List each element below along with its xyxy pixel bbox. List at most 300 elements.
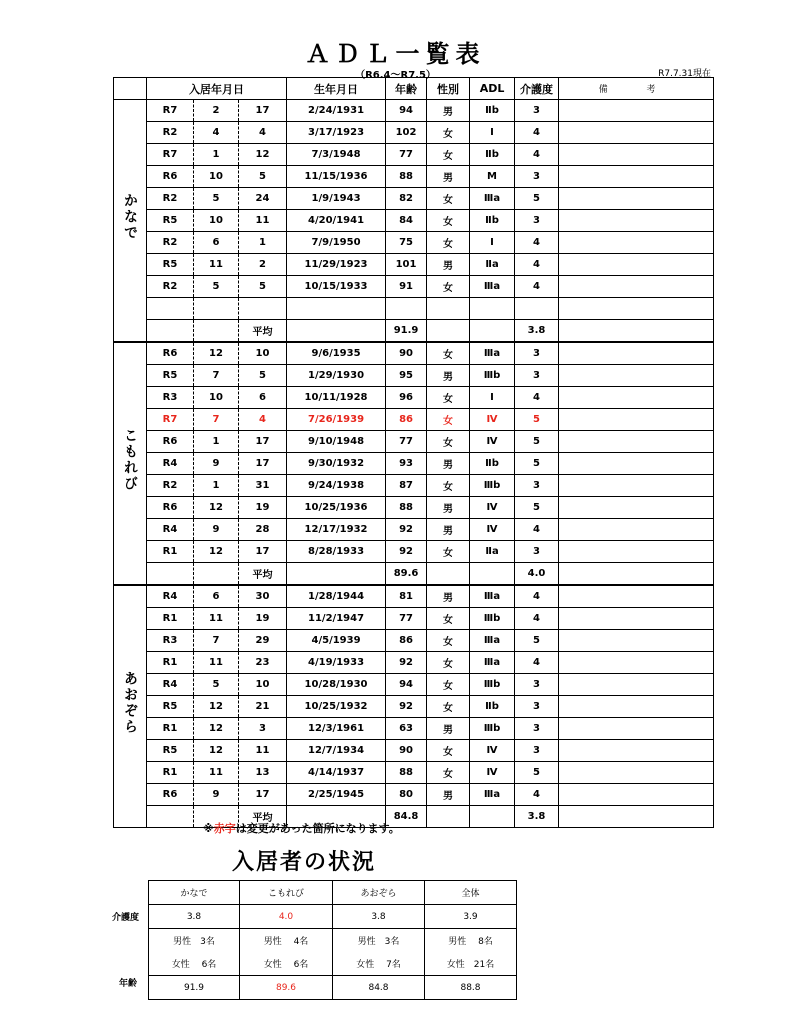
summary-female-cell: 女性 6名 — [149, 952, 240, 976]
day-cell: 10 — [239, 342, 287, 365]
age-cell: 101 — [386, 254, 427, 276]
summary-table — [148, 880, 517, 1000]
day-cell: 4 — [239, 122, 287, 144]
sex-cell: 女 — [427, 144, 470, 166]
birth-cell: 9/6/1935 — [287, 342, 386, 365]
adl-cell: Ⅰ — [470, 122, 515, 144]
month-cell: 9 — [194, 784, 239, 806]
sex-cell: 女 — [427, 387, 470, 409]
age-cell: 63 — [386, 718, 427, 740]
era-cell: R2 — [147, 276, 194, 298]
summary-kaigo-cell: 3.8 — [149, 905, 240, 929]
note-cell — [559, 652, 714, 674]
table-row — [114, 497, 714, 519]
era-cell: R4 — [147, 453, 194, 475]
table-row — [114, 298, 714, 320]
summary-female-cell: 女性 7名 — [333, 952, 425, 976]
sex-cell: 男 — [427, 166, 470, 188]
sex-cell: 男 — [427, 718, 470, 740]
sex-cell: 男 — [427, 254, 470, 276]
age-cell: 94 — [386, 100, 427, 122]
empty-cell — [427, 320, 470, 343]
birth-cell: 9/30/1932 — [287, 453, 386, 475]
birth-cell: 12/17/1932 — [287, 519, 386, 541]
note-cell — [559, 122, 714, 144]
summary-female-cell: 女性 21名 — [425, 952, 517, 976]
month-cell: 11 — [194, 762, 239, 784]
age-cell: 86 — [386, 409, 427, 431]
note-cell — [559, 718, 714, 740]
day-cell: 21 — [239, 696, 287, 718]
summary-kaigo-cell: 3.9 — [425, 905, 517, 929]
empty-cell — [559, 563, 714, 586]
month-cell: 9 — [194, 519, 239, 541]
note-cell — [559, 100, 714, 122]
age-cell: 77 — [386, 431, 427, 453]
day-cell: 11 — [239, 740, 287, 762]
summary-row — [149, 929, 517, 953]
summary-kaigo-cell: 3.8 — [333, 905, 425, 929]
unit-name-text: あおぞら — [122, 671, 138, 735]
kaigo-cell: 4 — [515, 122, 559, 144]
birth-cell: 11/15/1936 — [287, 166, 386, 188]
empty-cell — [287, 320, 386, 343]
kaigo-cell — [515, 298, 559, 320]
note-cell — [559, 608, 714, 630]
age-cell: 90 — [386, 740, 427, 762]
era-cell: R6 — [147, 166, 194, 188]
day-cell: 17 — [239, 100, 287, 122]
kaigo-cell: 5 — [515, 453, 559, 475]
sex-cell: 女 — [427, 122, 470, 144]
era-cell: R1 — [147, 718, 194, 740]
note-cell — [559, 144, 714, 166]
adl-cell: Ⅱb — [470, 453, 515, 475]
birth-cell: 4/19/1933 — [287, 652, 386, 674]
era-cell: R6 — [147, 497, 194, 519]
average-age: 91.9 — [386, 320, 427, 343]
adl-cell: Ⅲb — [470, 475, 515, 497]
day-cell: 29 — [239, 630, 287, 652]
birth-cell: 11/29/1923 — [287, 254, 386, 276]
empty-cell — [559, 806, 714, 828]
era-cell: R5 — [147, 210, 194, 232]
sex-cell: 男 — [427, 585, 470, 608]
age-cell: 93 — [386, 453, 427, 475]
average-kaigo: 3.8 — [515, 320, 559, 343]
sex-cell: 女 — [427, 431, 470, 453]
day-cell — [239, 298, 287, 320]
sex-cell: 男 — [427, 453, 470, 475]
note-cell — [559, 585, 714, 608]
day-cell: 1 — [239, 232, 287, 254]
era-cell: R5 — [147, 365, 194, 387]
summary-column-header: 全体 — [425, 881, 517, 905]
era-cell: R1 — [147, 652, 194, 674]
average-age: 84.8 — [386, 806, 427, 828]
month-cell: 2 — [194, 100, 239, 122]
table-row — [114, 144, 714, 166]
table-row — [114, 342, 714, 365]
age-cell: 88 — [386, 762, 427, 784]
summary-row — [149, 905, 517, 929]
note-cell — [559, 210, 714, 232]
table-row — [114, 166, 714, 188]
average-age: 89.6 — [386, 563, 427, 586]
table-row — [114, 541, 714, 563]
note-header: 備 考 — [559, 78, 714, 100]
era-cell: R6 — [147, 784, 194, 806]
birth-cell: 8/28/1933 — [287, 541, 386, 563]
era-cell: R1 — [147, 541, 194, 563]
empty-cell — [427, 806, 470, 828]
age-cell: 96 — [386, 387, 427, 409]
kaigo-cell: 4 — [515, 232, 559, 254]
adl-cell: Ⅱb — [470, 210, 515, 232]
sex-cell: 女 — [427, 188, 470, 210]
adl-cell: Ⅲa — [470, 276, 515, 298]
average-label: 平均 — [239, 806, 287, 828]
month-cell: 1 — [194, 144, 239, 166]
table-row — [114, 696, 714, 718]
note-cell — [559, 784, 714, 806]
summary-column-header: こもれび — [240, 881, 333, 905]
kaigo-cell: 4 — [515, 519, 559, 541]
month-cell: 7 — [194, 630, 239, 652]
table-row — [114, 784, 714, 806]
note-prefix: ※ — [203, 822, 214, 835]
sex-cell: 女 — [427, 475, 470, 497]
note-cell — [559, 276, 714, 298]
day-cell: 5 — [239, 166, 287, 188]
kaigo-cell: 4 — [515, 276, 559, 298]
adl-cell: Ⅳ — [470, 519, 515, 541]
note-cell — [559, 188, 714, 210]
month-cell: 7 — [194, 365, 239, 387]
note-cell — [559, 409, 714, 431]
month-cell: 9 — [194, 453, 239, 475]
kaigo-cell: 4 — [515, 585, 559, 608]
sex-cell: 男 — [427, 100, 470, 122]
table-row — [114, 453, 714, 475]
age-cell: 92 — [386, 519, 427, 541]
day-cell: 6 — [239, 387, 287, 409]
adl-cell: Ⅱa — [470, 254, 515, 276]
month-cell: 7 — [194, 409, 239, 431]
month-cell: 12 — [194, 342, 239, 365]
era-cell: R4 — [147, 674, 194, 696]
kaigo-cell: 3 — [515, 475, 559, 497]
note-cell — [559, 298, 714, 320]
day-cell: 5 — [239, 276, 287, 298]
adl-cell: Ⅲa — [470, 585, 515, 608]
adl-cell: Ⅳ — [470, 740, 515, 762]
kaigo-cell: 4 — [515, 652, 559, 674]
era-cell: R5 — [147, 254, 194, 276]
age-cell: 84 — [386, 210, 427, 232]
birth-cell: 4/20/1941 — [287, 210, 386, 232]
day-cell: 11 — [239, 210, 287, 232]
sex-cell: 男 — [427, 497, 470, 519]
era-cell: R6 — [147, 342, 194, 365]
empty-cell — [147, 320, 194, 343]
age-cell: 87 — [386, 475, 427, 497]
page-title: ＡＤＬ一覧表 — [305, 40, 486, 68]
empty-cell — [194, 563, 239, 586]
era-cell: R7 — [147, 100, 194, 122]
month-cell: 5 — [194, 674, 239, 696]
unit-name — [114, 585, 147, 828]
month-cell: 12 — [194, 696, 239, 718]
era-cell: R7 — [147, 144, 194, 166]
era-cell: R6 — [147, 431, 194, 453]
sex-cell — [427, 298, 470, 320]
adl-cell: Ⅲb — [470, 365, 515, 387]
kaigo-cell: 5 — [515, 431, 559, 453]
kaigo-cell: 5 — [515, 188, 559, 210]
summary-kaigo-cell: 4.0 — [240, 905, 333, 929]
table-row — [114, 519, 714, 541]
age-header: 年齢 — [386, 78, 427, 100]
birth-cell: 9/10/1948 — [287, 431, 386, 453]
note-cell — [559, 166, 714, 188]
adl-cell: Ⅲb — [470, 718, 515, 740]
day-cell: 19 — [239, 497, 287, 519]
era-cell: R2 — [147, 122, 194, 144]
empty-cell — [470, 320, 515, 343]
sex-header: 性別 — [427, 78, 470, 100]
day-cell: 19 — [239, 608, 287, 630]
age-cell: 91 — [386, 276, 427, 298]
birth-cell: 3/17/1923 — [287, 122, 386, 144]
table-row — [114, 630, 714, 652]
adl-cell: Ⅳ — [470, 431, 515, 453]
kaigo-cell: 5 — [515, 497, 559, 519]
adl-cell: Ⅱb — [470, 144, 515, 166]
birth-cell: 4/14/1937 — [287, 762, 386, 784]
summary-kaigo-label: 介護度 — [112, 913, 140, 923]
birth-cell: 10/11/1928 — [287, 387, 386, 409]
day-cell: 24 — [239, 188, 287, 210]
month-cell: 12 — [194, 718, 239, 740]
birth-cell — [287, 298, 386, 320]
kaigo-cell: 3 — [515, 674, 559, 696]
era-cell: R4 — [147, 585, 194, 608]
birth-header: 生年月日 — [287, 78, 386, 100]
table-row — [114, 276, 714, 298]
kaigo-cell: 3 — [515, 541, 559, 563]
birth-cell: 12/7/1934 — [287, 740, 386, 762]
note-cell — [559, 762, 714, 784]
note-cell — [559, 674, 714, 696]
summary-row — [149, 976, 517, 1000]
birth-cell: 10/25/1932 — [287, 696, 386, 718]
day-cell: 12 — [239, 144, 287, 166]
month-cell: 1 — [194, 475, 239, 497]
sex-cell: 女 — [427, 740, 470, 762]
adl-cell: Ⅲb — [470, 608, 515, 630]
kaigo-cell: 3 — [515, 365, 559, 387]
table-row — [114, 387, 714, 409]
age-cell: 88 — [386, 497, 427, 519]
kaigo-cell: 5 — [515, 409, 559, 431]
note-cell — [559, 365, 714, 387]
empty-cell — [147, 806, 194, 828]
kaigo-cell: 3 — [515, 210, 559, 232]
era-cell: R1 — [147, 762, 194, 784]
empty-cell — [194, 320, 239, 343]
adl-cell: Ⅲb — [470, 674, 515, 696]
table-row — [114, 740, 714, 762]
adl-cell: Ⅳ — [470, 762, 515, 784]
adl-table — [113, 77, 714, 828]
adl-cell — [470, 298, 515, 320]
summary-female-cell: 女性 6名 — [240, 952, 333, 976]
birth-cell: 2/25/1945 — [287, 784, 386, 806]
age-cell — [386, 298, 427, 320]
birth-cell: 7/9/1950 — [287, 232, 386, 254]
age-cell: 82 — [386, 188, 427, 210]
era-cell: R2 — [147, 232, 194, 254]
unit-header — [114, 78, 147, 100]
table-row — [114, 365, 714, 387]
month-cell: 5 — [194, 276, 239, 298]
kaigo-cell: 4 — [515, 387, 559, 409]
day-cell: 2 — [239, 254, 287, 276]
table-row — [114, 254, 714, 276]
month-cell: 11 — [194, 608, 239, 630]
sex-cell: 女 — [427, 232, 470, 254]
birth-cell: 7/3/1948 — [287, 144, 386, 166]
age-cell: 92 — [386, 652, 427, 674]
note-cell — [559, 342, 714, 365]
table-row — [114, 210, 714, 232]
kaigo-cell: 4 — [515, 144, 559, 166]
era-cell: R3 — [147, 630, 194, 652]
summary-male-cell: 男性 8名 — [425, 929, 517, 953]
unit-name — [114, 342, 147, 585]
table-row — [114, 100, 714, 122]
age-cell: 90 — [386, 342, 427, 365]
birth-cell: 10/15/1933 — [287, 276, 386, 298]
kaigo-cell: 3 — [515, 166, 559, 188]
empty-cell — [470, 563, 515, 586]
empty-cell — [470, 806, 515, 828]
age-cell: 77 — [386, 608, 427, 630]
table-row — [114, 475, 714, 497]
adl-cell: Ⅳ — [470, 409, 515, 431]
age-cell: 92 — [386, 541, 427, 563]
era-cell — [147, 298, 194, 320]
table-row — [114, 232, 714, 254]
day-cell: 17 — [239, 784, 287, 806]
table-row — [114, 409, 714, 431]
month-cell: 6 — [194, 232, 239, 254]
birth-cell: 11/2/1947 — [287, 608, 386, 630]
table-row — [114, 122, 714, 144]
table-row — [114, 762, 714, 784]
table-row — [114, 585, 714, 608]
month-cell: 1 — [194, 431, 239, 453]
month-cell: 10 — [194, 210, 239, 232]
month-cell: 5 — [194, 188, 239, 210]
day-cell: 30 — [239, 585, 287, 608]
summary-male-cell: 男性 3名 — [333, 929, 425, 953]
average-label: 平均 — [239, 563, 287, 586]
table-row — [114, 608, 714, 630]
kaigo-cell: 5 — [515, 762, 559, 784]
summary-age-label: 年齢 — [119, 979, 138, 989]
kaigo-cell: 3 — [515, 740, 559, 762]
summary-age-cell: 84.8 — [333, 976, 425, 1000]
empty-cell — [559, 320, 714, 343]
sex-cell: 男 — [427, 365, 470, 387]
nyukyo-header: 入居年月日 — [147, 78, 287, 100]
unit-name-text: かなで — [122, 193, 138, 241]
sex-cell: 女 — [427, 608, 470, 630]
kaigo-cell: 4 — [515, 254, 559, 276]
summary-row — [149, 881, 517, 905]
kaigo-cell: 3 — [515, 342, 559, 365]
summary-title: 入居者の状況 — [232, 850, 377, 875]
sex-cell: 女 — [427, 342, 470, 365]
sex-cell: 女 — [427, 762, 470, 784]
age-cell: 81 — [386, 585, 427, 608]
empty-cell — [427, 563, 470, 586]
birth-cell: 10/28/1930 — [287, 674, 386, 696]
adl-cell: Ⅰ — [470, 232, 515, 254]
kaigo-cell: 3 — [515, 696, 559, 718]
birth-cell: 9/24/1938 — [287, 475, 386, 497]
age-cell: 95 — [386, 365, 427, 387]
sex-cell: 女 — [427, 696, 470, 718]
era-cell: R5 — [147, 696, 194, 718]
birth-cell: 1/28/1944 — [287, 585, 386, 608]
adl-cell: Ⅱb — [470, 696, 515, 718]
change-note — [203, 820, 400, 836]
day-cell: 3 — [239, 718, 287, 740]
summary-column-header: かなで — [149, 881, 240, 905]
age-cell: 92 — [386, 696, 427, 718]
unit-name — [114, 100, 147, 343]
month-cell: 10 — [194, 166, 239, 188]
adl-header: ADL — [470, 78, 515, 100]
table-row — [114, 718, 714, 740]
average-row — [114, 563, 714, 586]
note-cell — [559, 696, 714, 718]
summary-age-cell: 89.6 — [240, 976, 333, 1000]
month-cell: 12 — [194, 740, 239, 762]
unit-name-text: こもれび — [122, 428, 138, 492]
adl-cell: Ⅲa — [470, 342, 515, 365]
sex-cell: 女 — [427, 276, 470, 298]
birth-cell: 1/9/1943 — [287, 188, 386, 210]
kaigo-cell: 4 — [515, 784, 559, 806]
birth-cell: 2/24/1931 — [287, 100, 386, 122]
summary-male-cell: 男性 3名 — [149, 929, 240, 953]
table-row — [114, 652, 714, 674]
kaigo-cell: 4 — [515, 608, 559, 630]
adl-cell: Ⅰ — [470, 387, 515, 409]
birth-cell: 12/3/1961 — [287, 718, 386, 740]
month-cell: 4 — [194, 122, 239, 144]
month-cell: 12 — [194, 497, 239, 519]
note-cell — [559, 431, 714, 453]
age-cell: 77 — [386, 144, 427, 166]
day-cell: 13 — [239, 762, 287, 784]
note-cell — [559, 740, 714, 762]
era-cell: R5 — [147, 740, 194, 762]
